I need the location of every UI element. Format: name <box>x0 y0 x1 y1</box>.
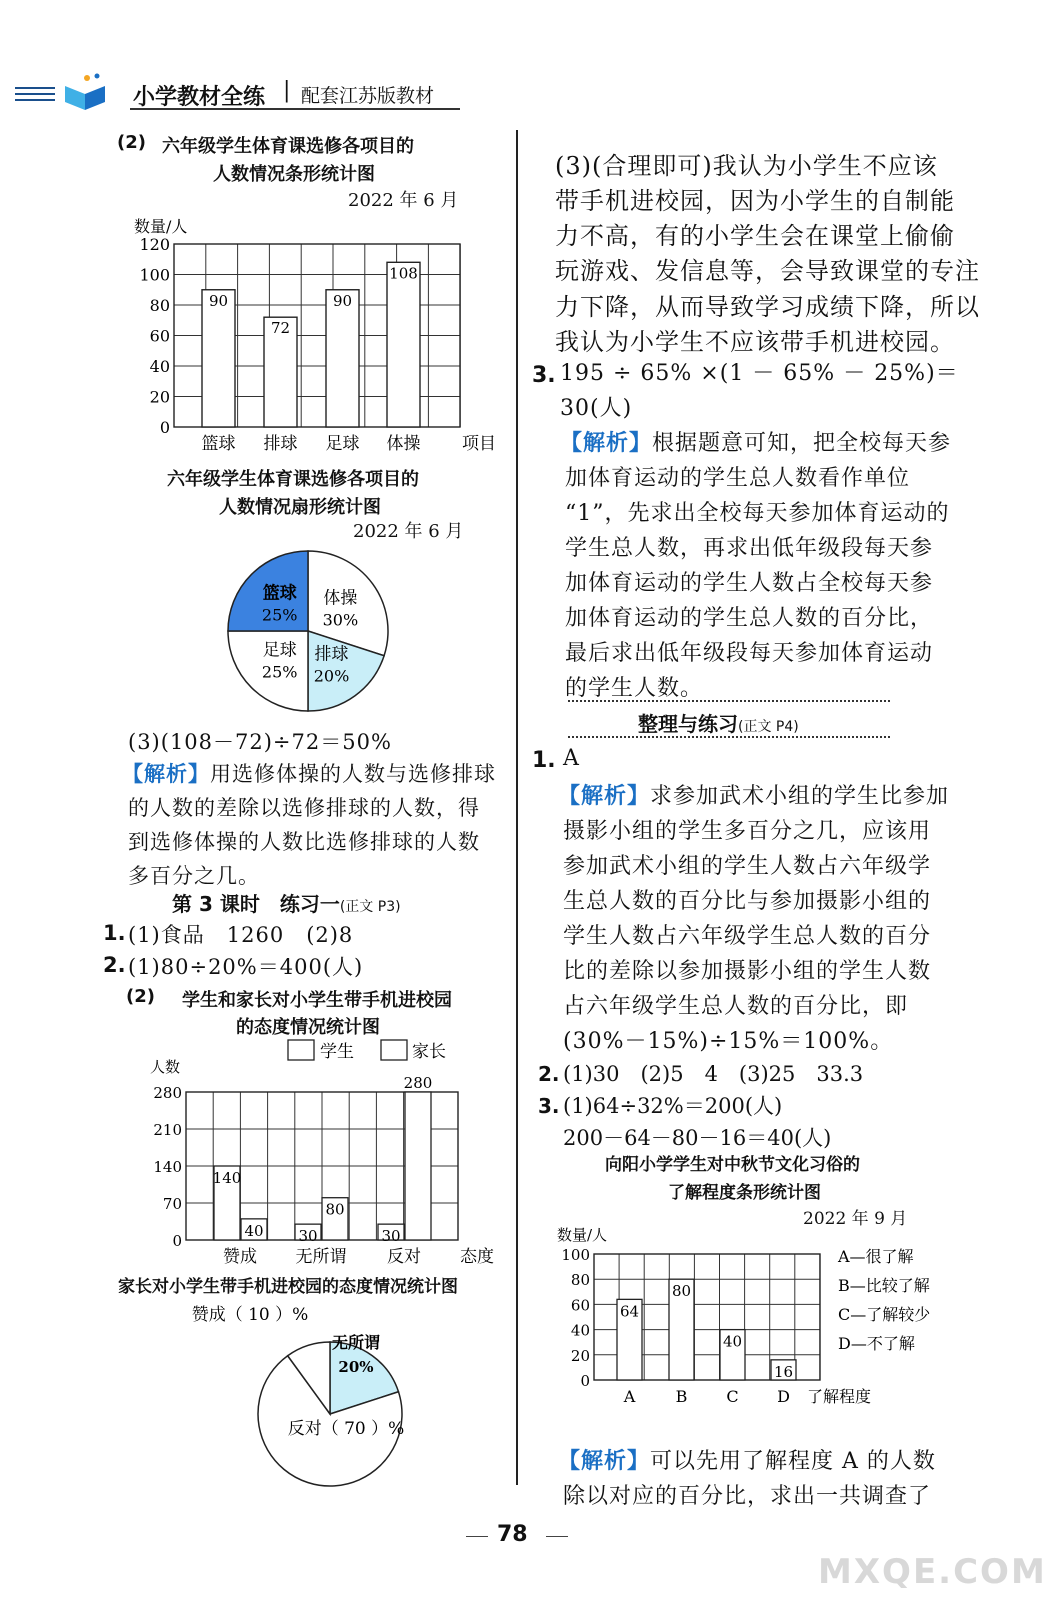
bar2-title-2: 的态度情况统计图 <box>236 1017 380 1038</box>
right-analysis1-tag: 【解析】 <box>560 430 653 456</box>
s2-number: 2. <box>538 1062 560 1086</box>
bar-value-label: 108 <box>389 264 418 283</box>
section-underline <box>568 736 890 738</box>
bar <box>387 262 420 427</box>
ex2-sub-label: (2) <box>126 986 155 1007</box>
left-analysis-1-text: 用选修体操的人数与选修排球 <box>210 762 496 786</box>
right-p6: 我认为小学生不应该带手机进校园。 <box>555 328 955 356</box>
bar <box>326 290 359 427</box>
pie-slice-label: 篮球 <box>262 583 297 604</box>
bar1-title-2: 人数情况条形统计图 <box>213 164 375 185</box>
footer-dash-right <box>546 1536 568 1537</box>
right-analysis2-tag: 【解析】 <box>558 783 651 809</box>
pie-slice-percent: 30% <box>322 610 359 630</box>
bar-chart-sports-count <box>128 212 496 462</box>
header-brand: 小学教材全练 <box>133 85 266 110</box>
y-tick-label: 40 <box>570 1321 590 1340</box>
right-analysis2-7: 占六年级学生总人数的百分比，即 <box>563 994 909 1019</box>
right-analysis1-2: 加体育运动的学生总人数看作单位 <box>565 466 911 491</box>
right-analysis2-1-text: 求参加武术小组的学生比参加 <box>650 784 950 809</box>
bar-value-label: 72 <box>270 319 291 338</box>
pie1-title-2: 人数情况扇形统计图 <box>219 497 381 518</box>
x-tick-label: 反对 <box>387 1247 421 1267</box>
x-axis-label: 了解程度 <box>807 1387 872 1406</box>
bar-value-label: 30 <box>298 1227 318 1246</box>
bar-value-label: 90 <box>208 291 229 310</box>
x-tick-label: 足球 <box>325 434 360 454</box>
page-number: 78 <box>497 1522 528 1547</box>
s1-number: 1. <box>532 748 556 773</box>
section-ref: (正文 P4) <box>738 719 799 735</box>
y-tick-label: 20 <box>149 387 170 407</box>
bar-value-label: 40 <box>722 1332 743 1351</box>
legend-item: A—很了解 <box>838 1247 914 1266</box>
y-tick-label: 20 <box>570 1346 590 1365</box>
right-analysis1-1-text: 根据题意可知，把全校每天参 <box>652 431 952 456</box>
y-tick-label: 40 <box>149 357 170 376</box>
bar2-title-1: 学生和家长对小学生带手机进校园 <box>182 990 452 1011</box>
pie-slice-label: 排球 <box>314 644 349 665</box>
x-tick-label: B <box>675 1387 688 1406</box>
right-analysis1-3: “1”，先求出全校每天参加体育运动的 <box>565 501 950 526</box>
right-analysis2-8: (30%－15%)÷15%＝100%。 <box>563 1029 894 1054</box>
pie-slice-percent: 20% <box>338 1358 374 1376</box>
right-analysis2-4: 生总人数的百分比与参加摄影小组的 <box>563 889 932 914</box>
header-logo <box>15 72 125 112</box>
right-analysis1-4: 学生总人数，再求出低年级段每天参 <box>565 536 934 561</box>
right-analysis1-7: 最后求出低年级段每天参加体育运动 <box>565 641 934 666</box>
right-q3-line2: 30(人) <box>560 396 633 421</box>
right-analysis3-2: 除以对应的百分比，求出一共调查了 <box>563 1484 932 1509</box>
footer-dash-left <box>466 1536 488 1537</box>
bar-value-label: 30 <box>381 1227 401 1246</box>
right-q3-line1: 195 ÷ 65% ×(1 － 65% － 25%)＝ <box>560 361 959 386</box>
bar <box>405 1092 431 1240</box>
bar-chart-festival-understanding <box>555 1226 975 1442</box>
bar-value-label: 80 <box>671 1282 692 1301</box>
s3-number: 3. <box>538 1094 560 1118</box>
left-q3-line: (3)(108－72)÷72＝50% <box>128 730 392 754</box>
bar3-title-2: 了解程度条形统计图 <box>668 1183 821 1203</box>
legend-item: D—不了解 <box>838 1334 915 1353</box>
y-tick-label: 70 <box>162 1195 182 1213</box>
bar-value-label: 140 <box>212 1169 242 1187</box>
bar <box>202 290 235 427</box>
left-analysis-4: 多百分之几。 <box>128 864 260 888</box>
y-tick-label: 280 <box>153 1084 182 1102</box>
ex1-number: 1. <box>103 921 126 945</box>
bar3-date: 2022 年 9 月 <box>803 1209 908 1229</box>
x-tick-label: D <box>777 1387 790 1406</box>
bar-value-label: 280 <box>403 1074 433 1092</box>
pie-slice-label: 足球 <box>262 640 297 661</box>
bar3-title-1: 向阳小学学生对中秋节文化习俗的 <box>605 1155 860 1175</box>
right-analysis3-1-text: 可以先用了解程度 A 的人数 <box>650 1449 936 1474</box>
right-analysis3-1 <box>558 1444 958 1475</box>
bar-value-label: 90 <box>332 291 353 310</box>
bar-value-label: 40 <box>244 1221 264 1240</box>
ex2-number: 2. <box>103 953 126 977</box>
bar-value-label: 64 <box>619 1302 640 1321</box>
bar1-date: 2022 年 6 月 <box>348 190 459 211</box>
bar1-title-1: 六年级学生体育课选修各项目的 <box>162 136 414 157</box>
bar-value-label: 80 <box>325 1200 345 1219</box>
ex1-text: (1)食品 1260 (2)8 <box>128 923 354 947</box>
right-analysis3-tag: 【解析】 <box>558 1448 651 1474</box>
s3-line1: (1)64÷32%＝200(人) <box>563 1094 783 1118</box>
lesson-title <box>172 888 401 917</box>
y-axis-label: 人数 <box>150 1058 181 1076</box>
header-separator: | <box>283 78 291 103</box>
header-subtitle: 配套江苏版教材 <box>301 85 435 107</box>
pie1-title-1: 六年级学生体育课选修各项目的 <box>167 469 419 490</box>
y-tick-label: 120 <box>139 235 170 254</box>
y-tick-label: 80 <box>570 1271 590 1290</box>
book-logo-icon <box>15 72 125 112</box>
pie-chart-sports-share <box>222 545 394 717</box>
pie-slice-percent: 20% <box>313 666 350 686</box>
y-tick-label: 60 <box>149 326 170 346</box>
right-p1: (3)(合理即可)我认为小学生不应该 <box>555 152 938 180</box>
right-q3-number: 3. <box>532 363 556 388</box>
pie-slice-percent: 25% <box>261 662 298 682</box>
y-tick-label: 100 <box>139 265 170 285</box>
y-tick-label: 0 <box>159 418 170 437</box>
s1-answer: A <box>563 746 579 771</box>
x-axis-label: 项目 <box>462 434 496 454</box>
right-analysis2-2: 摄影小组的学生多百分之几，应该用 <box>563 819 932 844</box>
left-analysis-tag: 【解析】 <box>122 761 210 786</box>
pie-slice-percent: 25% <box>261 605 298 625</box>
header-underline <box>130 108 460 110</box>
y-tick-label: 100 <box>561 1246 590 1264</box>
x-tick-label: 赞成 <box>223 1247 257 1267</box>
bar-value-label: 16 <box>773 1362 794 1381</box>
section-title: 整理与练习 <box>638 712 738 736</box>
right-analysis1-1 <box>560 426 960 457</box>
y-tick-label: 0 <box>580 1372 590 1390</box>
y-tick-label: 140 <box>153 1158 182 1176</box>
right-analysis1-5: 加体育运动的学生人数占全校每天参 <box>565 571 934 596</box>
pie-chart-parent-attitude <box>191 1296 440 1488</box>
y-axis-label: 数量/人 <box>557 1226 608 1244</box>
right-p2: 带手机进校园，因为小学生的自制能 <box>555 187 955 215</box>
right-analysis1-8: 的学生人数。 <box>565 676 704 701</box>
bar-chart-phone-attitude <box>140 1036 500 1268</box>
q2-label: (2) <box>117 132 146 153</box>
x-tick-label: A <box>623 1387 636 1406</box>
section-heading <box>638 708 799 737</box>
y-axis-label: 数量/人 <box>134 217 188 236</box>
column-divider <box>516 130 518 1485</box>
pie1-date: 2022 年 6 月 <box>353 521 464 542</box>
legend-label: 学生 <box>320 1042 354 1062</box>
pie-slice-label: 体操 <box>323 588 358 609</box>
left-analysis-3: 到选修体操的人数比选修排球的人数 <box>128 830 480 854</box>
right-analysis2-5: 学生人数占六年级学生总人数的百分 <box>563 924 932 949</box>
x-axis-label: 态度 <box>460 1247 494 1267</box>
legend-item: B—比较了解 <box>838 1276 930 1295</box>
pie-slice-label: 赞成（ 10 ）% <box>191 1305 309 1325</box>
s3-line2: 200－64－80－16＝40(人) <box>563 1126 832 1150</box>
left-analysis-2: 的人数的差除以选修排球的人数，得 <box>128 796 480 820</box>
x-tick-label: C <box>726 1387 739 1406</box>
right-analysis1-6: 加体育运动的学生总人数的百分比， <box>565 606 934 631</box>
y-tick-label: 210 <box>153 1121 182 1139</box>
ex2-text: (1)80÷20%＝400(人) <box>128 955 364 979</box>
legend-item: C—了解较少 <box>838 1305 931 1324</box>
legend-swatch-student <box>288 1040 314 1060</box>
watermark: MXQE.COM <box>818 1552 1047 1592</box>
pie-slice-label: 无所谓 <box>331 1333 381 1352</box>
x-tick-label: 无所谓 <box>295 1247 347 1267</box>
y-tick-label: 60 <box>570 1296 590 1315</box>
legend-label: 家长 <box>412 1042 446 1062</box>
x-tick-label: 排球 <box>263 434 298 454</box>
right-p3: 力不高，有的小学生会在课堂上偷偷 <box>555 222 955 250</box>
right-p4: 玩游戏、发信息等，会导致课堂的专注 <box>555 257 980 285</box>
pie2-title: 家长对小学生带手机进校园的态度情况统计图 <box>118 1277 458 1297</box>
s2-text: (1)30 (2)5 4 (3)25 33.3 <box>563 1062 864 1086</box>
y-tick-label: 80 <box>149 296 170 315</box>
x-tick-label: 篮球 <box>201 434 236 454</box>
legend-swatch-parent <box>381 1040 407 1060</box>
lesson-title-text: 第 3 课时 练习一 <box>172 892 340 916</box>
right-analysis2-6: 比的差除以参加摄影小组的学生人数 <box>563 959 932 984</box>
right-analysis2-1 <box>558 779 958 810</box>
right-analysis2-3: 参加武术小组的学生人数占六年级学 <box>563 854 932 879</box>
right-p5: 力下降，从而导致学习成绩下降，所以 <box>555 293 980 321</box>
x-tick-label: 体操 <box>386 434 421 454</box>
pie-slice-label: 反对（ 70 ）% <box>287 1419 405 1439</box>
section-divider <box>568 700 890 702</box>
y-tick-label: 0 <box>172 1232 182 1250</box>
lesson-ref: (正文 P3) <box>339 899 401 915</box>
left-analysis-1 <box>122 758 502 788</box>
